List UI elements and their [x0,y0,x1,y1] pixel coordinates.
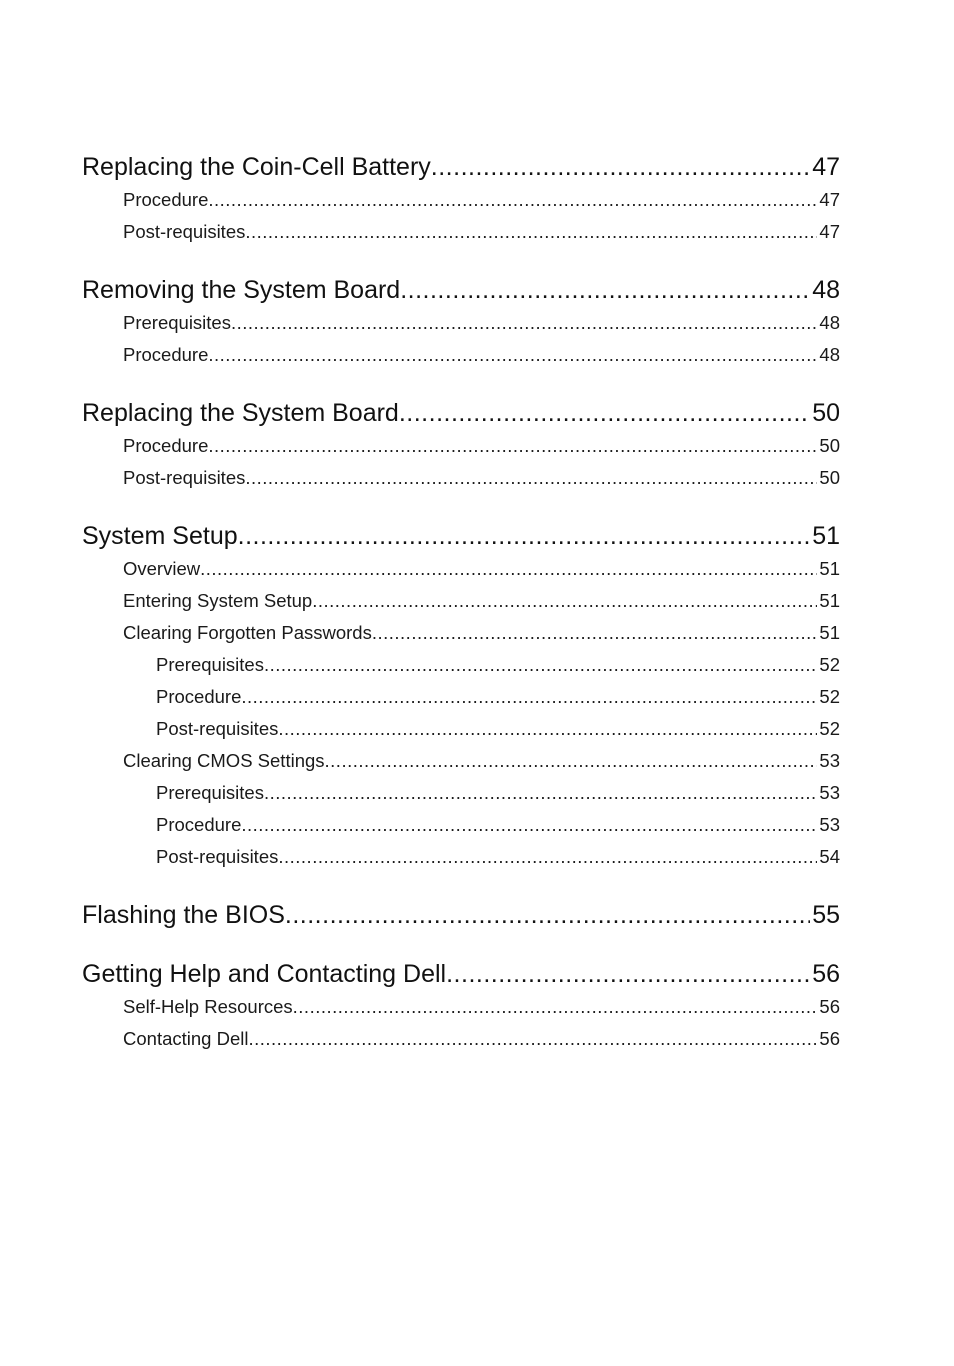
toc-dot-leader [400,273,810,307]
toc-dot-leader [208,430,817,462]
toc-entry-title: Clearing Forgotten Passwords [123,622,372,643]
toc-entry-title: Contacting Dell [123,1028,249,1049]
toc-dot-leader [241,809,817,841]
toc-entry-title: Getting Help and Contacting Dell [82,960,447,988]
toc-dot-leader [241,681,817,713]
toc-dot-leader [231,307,817,339]
toc-dot-leader [245,216,817,248]
toc-page-number: 51 [819,590,840,611]
table-of-contents [82,150,840,1055]
toc-page-number: 51 [812,522,840,550]
toc-chapter-entry[interactable] [82,273,840,307]
toc-entry-title: System Setup [82,522,238,550]
chapter-spacer [82,873,840,898]
toc-dot-leader [264,777,817,809]
toc-page-number: 48 [819,344,840,365]
chapter-spacer [82,932,840,957]
toc-dot-leader [200,553,817,585]
toc-entry-title: Flashing the BIOS [82,901,285,929]
toc-entry-title: Procedure [123,344,209,365]
toc-dot-leader [446,957,810,991]
toc-chapter-entry[interactable] [82,957,840,991]
toc-page-number: 50 [819,467,840,488]
toc-dot-leader [293,991,818,1023]
toc-dot-leader [431,150,810,184]
toc-section-entry[interactable] [82,585,840,617]
toc-chapter-entry[interactable] [82,519,840,553]
toc-entry-title: Procedure [156,814,242,835]
toc-entry-title: Overview [123,558,201,579]
toc-section-entry[interactable] [82,991,840,1023]
toc-dot-leader [278,713,817,745]
chapter-spacer [82,371,840,396]
toc-entry-title: Clearing CMOS Settings [123,750,325,771]
toc-subsection-entry[interactable] [82,713,840,745]
toc-page-number: 47 [819,221,840,242]
toc-page-number: 56 [812,960,840,988]
toc-page-number: 52 [819,654,840,675]
toc-entry-title: Prerequisites [156,782,264,803]
toc-section-entry[interactable] [82,216,840,248]
toc-page-number: 53 [819,750,840,771]
toc-page-number: 50 [812,399,840,427]
toc-subsection-entry[interactable] [82,841,840,873]
toc-page-number: 54 [819,846,840,867]
toc-entry-title: Removing the System Board [82,276,401,304]
toc-dot-leader [208,339,817,371]
toc-page-number: 55 [812,901,840,929]
toc-page-number: 53 [819,814,840,835]
toc-section-entry[interactable] [82,462,840,494]
toc-page-number: 56 [819,996,840,1017]
toc-section-entry[interactable] [82,184,840,216]
toc-dot-leader [325,745,818,777]
toc-dot-leader [248,1023,817,1055]
toc-entry-title: Post-requisites [123,221,246,242]
toc-dot-leader [372,617,818,649]
toc-section-entry[interactable] [82,339,840,371]
toc-dot-leader [208,184,817,216]
toc-entry-title: Procedure [123,435,209,456]
toc-chapter-entry[interactable] [82,396,840,430]
toc-section-entry[interactable] [82,553,840,585]
toc-page-number: 53 [819,782,840,803]
toc-entry-title: Replacing the System Board [82,399,399,427]
toc-page-number: 50 [819,435,840,456]
toc-subsection-entry[interactable] [82,809,840,841]
toc-page-number: 47 [812,153,840,181]
toc-dot-leader [245,462,817,494]
toc-page-number: 48 [819,312,840,333]
toc-page-number: 47 [819,189,840,210]
toc-subsection-entry[interactable] [82,777,840,809]
toc-entry-title: Post-requisites [123,467,246,488]
toc-dot-leader [285,898,810,932]
toc-entry-title: Replacing the Coin-Cell Battery [82,153,431,181]
toc-dot-leader [312,585,817,617]
toc-entry-title: Procedure [123,189,209,210]
toc-chapter-entry[interactable] [82,150,840,184]
toc-entry-title: Post-requisites [156,718,279,739]
toc-page-number: 48 [812,276,840,304]
toc-subsection-entry[interactable] [82,681,840,713]
chapter-spacer [82,494,840,519]
toc-dot-leader [399,396,810,430]
toc-section-entry[interactable] [82,1023,840,1055]
toc-page-number: 51 [819,558,840,579]
toc-subsection-entry[interactable] [82,649,840,681]
toc-dot-leader [238,519,811,553]
toc-entry-title: Prerequisites [156,654,264,675]
toc-section-entry[interactable] [82,307,840,339]
chapter-spacer [82,248,840,273]
toc-entry-title: Prerequisites [123,312,231,333]
toc-page-number: 51 [819,622,840,643]
toc-page-number: 52 [819,718,840,739]
toc-dot-leader [264,649,817,681]
toc-entry-title: Procedure [156,686,242,707]
toc-dot-leader [278,841,817,873]
toc-entry-title: Post-requisites [156,846,279,867]
toc-section-entry[interactable] [82,617,840,649]
toc-page-number: 52 [819,686,840,707]
toc-section-entry[interactable] [82,430,840,462]
toc-entry-title: Self-Help Resources [123,996,293,1017]
toc-entry-title: Entering System Setup [123,590,313,611]
toc-page-number: 56 [819,1028,840,1049]
toc-section-entry[interactable] [82,745,840,777]
toc-chapter-entry[interactable] [82,898,840,932]
